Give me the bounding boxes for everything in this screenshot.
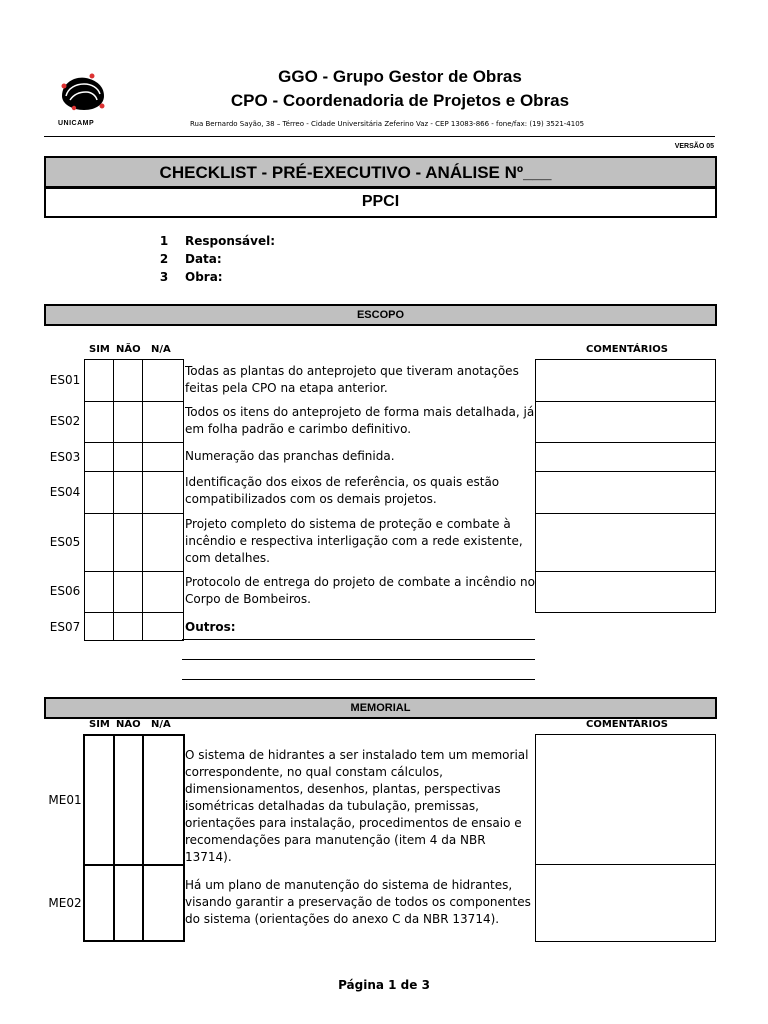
checkbox-sim-me02[interactable]	[83, 864, 115, 942]
item-text-es06: Protocolo de entrega do projeto de combate a incêndio no Corpo de Bombeiros.	[185, 575, 535, 606]
checkbox-nao-es03[interactable]	[113, 442, 143, 472]
field-num-3: 3	[159, 270, 169, 284]
checkbox-na-es03[interactable]	[142, 442, 184, 472]
unicamp-logo	[52, 72, 116, 130]
comment-box-es03[interactable]	[535, 442, 716, 472]
comment-box-me02[interactable]	[535, 864, 716, 942]
comment-box-es01[interactable]	[535, 359, 716, 402]
outros-line-3[interactable]	[182, 679, 535, 680]
item-text-es01: Todas as plantas do anteprojeto que tiveram anotações feitas pela CPO na etapa anterior.	[185, 364, 519, 395]
section-escopo-header	[44, 304, 717, 326]
comment-box-es02[interactable]	[535, 401, 716, 443]
field-num-2: 2	[159, 252, 169, 266]
col-comentarios-memorial: COMENTÁRIOS	[586, 719, 668, 730]
checkbox-sim-me01[interactable]	[83, 734, 115, 866]
checkbox-nao-es04[interactable]	[113, 471, 143, 514]
checkbox-na-me02[interactable]	[142, 864, 185, 942]
checkbox-nao-es02[interactable]	[113, 401, 143, 443]
section-memorial-header	[44, 697, 717, 719]
field-num-1: 1	[159, 234, 169, 248]
item-code-es03: ES03	[49, 450, 81, 464]
header-address: Rua Bernardo Sayão, 38 – Térreo - Cidade Universitária Zeferino Vaz - CEP 13083-866 - fone/fax: (19) 3521-4105	[190, 120, 585, 128]
doc-title-box	[44, 156, 717, 189]
outros-line-2[interactable]	[182, 659, 535, 660]
item-code-es04: ES04	[49, 485, 81, 499]
comment-box-es05[interactable]	[535, 513, 716, 572]
checkbox-nao-me01[interactable]	[113, 734, 144, 866]
checkbox-sim-es07[interactable]	[84, 612, 114, 641]
header-title-line2: CPO - Coordenadoria de Projetos e Obras	[230, 91, 570, 110]
item-text-es04: Identificação dos eixos de referência, os quais estão compatibilizados com os demais projetos.	[185, 475, 500, 506]
item-text-me01: O sistema de hidrantes a ser instalado tem um memorial correspondente, no qual constam cálculos, dimensionamentos, desenhos, plantas, perspectivas isométricas detalhadas da tubulação, premissas, orientações para instalação, procedimentos de ensaio e recomendações para manutenção (item 4 da NBR 13714).	[185, 748, 529, 864]
col-nao: NÃO	[116, 344, 141, 355]
checkbox-sim-es06[interactable]	[84, 571, 114, 613]
col-nao-memorial: NÃO	[116, 719, 141, 730]
checkbox-nao-es05[interactable]	[113, 513, 143, 572]
comment-box-es04[interactable]	[535, 471, 716, 514]
logo-text: UNICAMP	[58, 120, 95, 127]
item-code-es02: ES02	[49, 414, 81, 428]
comment-box-es06[interactable]	[535, 571, 716, 613]
field-data-label: Data:	[185, 252, 222, 266]
checkbox-na-me01[interactable]	[142, 734, 185, 866]
item-code-es06: ES06	[49, 584, 81, 598]
checkbox-sim-es01[interactable]	[84, 359, 114, 402]
version-label: VERSÃO 05	[674, 143, 714, 150]
header-title-line1: GGO - Grupo Gestor de Obras	[278, 67, 522, 86]
item-text-me02: Há um plano de manutenção do sistema de hidrantes, visando garantir a preservação de todos os componentes do sistema (orientações do anexo C da NBR 13714).	[185, 878, 531, 926]
checkbox-nao-es07[interactable]	[113, 612, 143, 641]
col-na-memorial: N/A	[151, 719, 171, 730]
item-code-me02: ME02	[48, 896, 82, 910]
checkbox-na-es04[interactable]	[142, 471, 184, 514]
checkbox-sim-es04[interactable]	[84, 471, 114, 514]
item-code-es05: ES05	[49, 535, 81, 549]
col-sim-memorial: SIM	[89, 719, 110, 730]
checkbox-na-es05[interactable]	[142, 513, 184, 572]
doc-title: CHECKLIST - PRÉ-EXECUTIVO - ANÁLISE Nº___	[159, 163, 552, 182]
header-divider	[44, 136, 715, 137]
checkbox-nao-es01[interactable]	[113, 359, 143, 402]
outros-line-1[interactable]	[182, 639, 535, 640]
field-obra-label: Obra:	[185, 270, 223, 284]
item-text-es02: Todos os itens do anteprojeto de forma mais detalhada, já em folha padrão e carimbo definitivo.	[185, 405, 535, 436]
comment-box-me01[interactable]	[535, 734, 716, 866]
page-footer: Página 1 de 3	[338, 978, 430, 992]
checkbox-na-es02[interactable]	[142, 401, 184, 443]
item-code-es07: ES07	[49, 620, 81, 634]
section-memorial-title: MEMORIAL	[350, 702, 411, 714]
checkbox-nao-es06[interactable]	[113, 571, 143, 613]
checkbox-sim-es05[interactable]	[84, 513, 114, 572]
checkbox-na-es07[interactable]	[142, 612, 184, 641]
doc-subtitle-box	[44, 186, 717, 218]
col-comentarios: COMENTÁRIOS	[586, 344, 668, 355]
doc-subtitle: PPCI	[361, 193, 400, 210]
checkbox-na-es06[interactable]	[142, 571, 184, 613]
section-escopo-title: ESCOPO	[356, 309, 405, 321]
field-responsavel-label: Responsável:	[185, 234, 276, 248]
item-text-es05: Projeto completo do sistema de proteção e combate à incêndio e respectiva interligação com a rede existente, com detalhes.	[185, 517, 523, 565]
col-sim: SIM	[89, 344, 110, 355]
checkbox-sim-es02[interactable]	[84, 401, 114, 443]
item-text-es07: Outros:	[185, 620, 236, 634]
item-code-me01: ME01	[48, 793, 82, 807]
item-code-es01: ES01	[49, 373, 81, 387]
col-na: N/A	[151, 344, 171, 355]
checkbox-na-es01[interactable]	[142, 359, 184, 402]
checkbox-nao-me02[interactable]	[113, 864, 144, 942]
item-text-es03: Numeração das pranchas definida.	[185, 449, 395, 463]
checkbox-sim-es03[interactable]	[84, 442, 114, 472]
